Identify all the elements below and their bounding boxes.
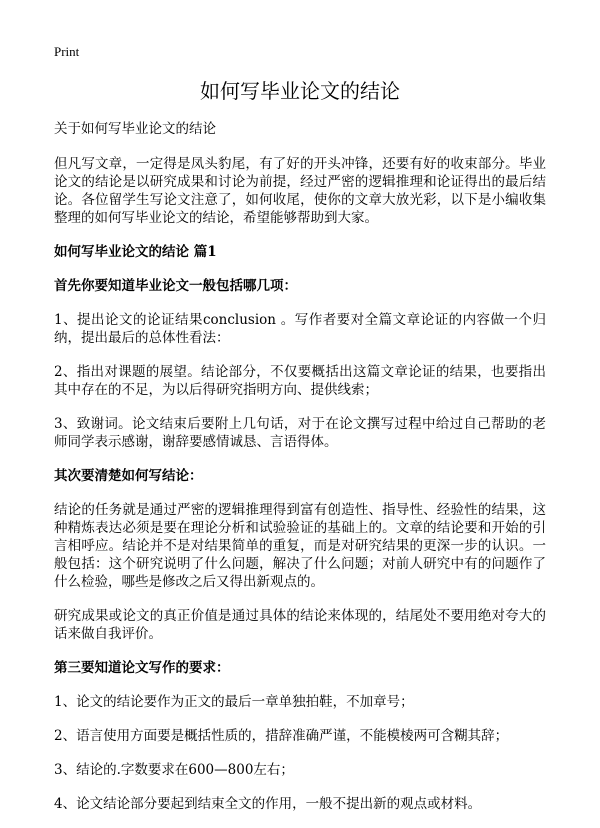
list-paragraph: 3、致谢词。论文结束后要附上几句话，对于在论文撰写过程中给过自己帮助的老师同学表示感谢，谢辞要感情诚恳、言语得体。 [54,416,546,450]
list-paragraph: 2、指出对课题的展望。结论部分，不仅要概括出这篇文章论证的结果，也要指出其中存在的不足，为以后得研究指明方向、提供线索； [54,364,546,398]
body-paragraph: 结论的任务就是通过严密的逻辑推理得到富有创造性、指导性、经验性的结果，这种精炼表达必须是要在理论分析和试验验证的基础上的。文章的结论要和开始的引言相呼应。结论并不是对结果简单的重复，而是对研究结果的更深一步的认识。一般包括：这个研究说明了什么问题，解决了什么问题；对前人研究中有的问题作了什么检验，哪些是修改之后又得出新观点的。 [54,502,546,590]
section-heading: 如何写毕业论文的结论 篇1 [54,244,217,260]
list-paragraph: 2、语言使用方面要是概括性质的，措辞准确严谨，不能模棱两可含糊其辞； [54,728,509,744]
section-heading: 首先你要知道毕业论文一般包括哪几项： [54,278,297,294]
section-heading: 其次要清楚如何写结论： [54,468,203,484]
list-paragraph: 4、论文结论部分要起到结束全文的作用，一般不提出新的观点或材料。 [54,796,482,812]
document-subtitle: 关于如何写毕业论文的结论 [54,121,216,137]
document-title: 如何写毕业论文的结论 [200,79,400,103]
intro-paragraph: 但凡写文章，一定得是凤头豹尾，有了好的开头冲锋，还要有好的收束部分。毕业论文的结论是以研究成果和讨论为前提，经过严密的逻辑推理和论证得出的最后结论。各位留学生写论文注意了，如何收尾，使你的文章大放光彩，以下是小编收集整理的如何写毕业论文的结论，希望能够帮助到大家。 [54,156,546,226]
print-label: Print [54,44,80,59]
section-heading: 第三要知道论文写作的要求： [54,660,230,676]
body-paragraph: 研究成果或论文的真正价值是通过具体的结论来体现的，结尾处不要用绝对夸大的话来做自我评价。 [54,608,546,642]
document-body [54,155,546,813]
list-paragraph: 1、提出论文的论证结果conclusion 。写作者要对全篇文章论证的内容做一个归纳，提出最后的总体性看法： [54,312,546,346]
list-paragraph: 3、结论的.字数要求在600—800左右； [54,762,294,778]
list-paragraph: 1、论文的结论要作为正文的最后一章单独拍鞋，不加章号； [54,694,414,710]
